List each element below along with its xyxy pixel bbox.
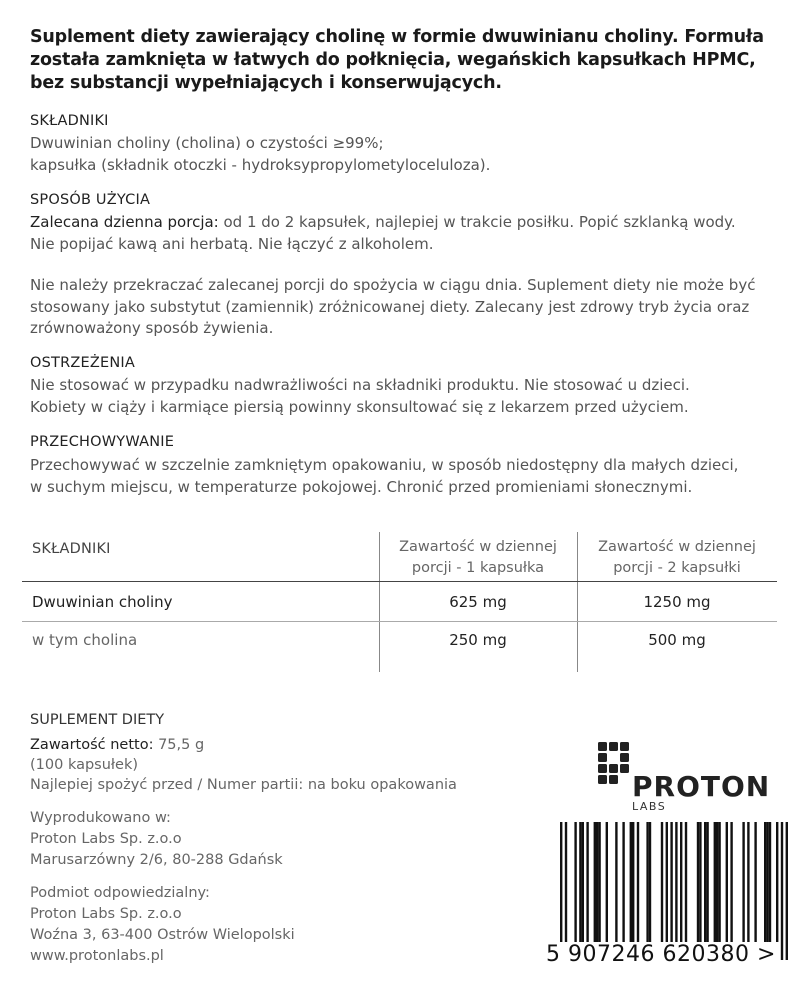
barcode-bar — [754, 822, 756, 942]
barcode-bar — [730, 822, 732, 942]
barcode-bar — [632, 822, 634, 942]
ingredients-text — [30, 133, 780, 176]
storage-heading: PRZECHOWYWANIE — [30, 434, 175, 450]
table-row-value-2: 500 mg — [648, 631, 706, 649]
capsule-count: (100 kapsułek) — [30, 757, 139, 773]
barcode-bar — [766, 822, 768, 942]
table-row-value-2: 1250 mg — [643, 593, 711, 611]
barcode-bar — [704, 822, 706, 942]
table-header-dose-2-line-1: Zawartość w dziennej — [598, 539, 756, 555]
barcode-bar — [776, 822, 778, 942]
logo-wordmark: PROTON — [632, 770, 768, 803]
usage-line-2: Nie popijać kawą ani herbatą. Nie łączyć z alkoholem. — [30, 234, 434, 253]
intro-text: Suplement diety zawierający cholinę w formie dwuwinianu choliny. Formuła została zamknięta w łatwych do połknięcia, wegańskich kapsułkach HPMC, bez substancji wypełniających i konserwujących. — [30, 27, 764, 93]
net-content-label: Zawartość netto: — [30, 737, 154, 753]
barcode-number: 5 907246 620380 > — [546, 942, 776, 967]
responsible-label: Podmiot odpowiedzialny: — [30, 885, 210, 901]
barcode-bar — [726, 822, 728, 942]
responsible-address: Woźna 3, 63-400 Ostrów Wielopolski — [30, 927, 295, 943]
proton-labs-logo — [598, 740, 768, 815]
proton-molecule-icon — [598, 740, 768, 815]
storage-text — [30, 455, 780, 498]
barcode-bar — [615, 822, 617, 942]
barcode-bar — [622, 822, 624, 942]
barcode-bar — [646, 822, 648, 942]
product-type: SUPLEMENT DIETY — [30, 712, 165, 728]
barcode-bar — [579, 822, 581, 942]
warnings-heading: OSTRZEŻENIA — [30, 355, 135, 371]
responsible-name: Proton Labs Sp. z.o.o — [30, 906, 182, 922]
ingredients-line-1: Dwuwinian choliny (cholina) o czystości ≥99%; — [30, 134, 384, 152]
best-before: Najlepiej spożyć przed / Numer partii: na boku opakowania — [30, 777, 457, 793]
barcode-bar — [786, 822, 788, 960]
table-row-rule — [22, 621, 777, 622]
barcode-bar — [574, 822, 576, 942]
table-header-dose-1-line-1: Zawartość w dziennej — [399, 539, 557, 555]
barcode-bar — [697, 822, 699, 942]
website-link[interactable]: www.protonlabs.pl — [30, 948, 164, 964]
table-row-value-1: 250 mg — [449, 631, 507, 649]
barcode-bar — [606, 822, 608, 942]
table-header-ingredients: SKŁADNIKI — [32, 541, 111, 557]
warnings-line-2: Kobiety w ciąży i karmiące piersią powinny skonsultować się z lekarzem przed użyciem. — [30, 397, 689, 416]
barcode-bar — [630, 822, 632, 942]
daily-dose-text: od 1 do 2 kapsułek, najlepiej w trakcie posiłku. Popić szklanką wody. — [218, 213, 736, 231]
manufacturer-name: Proton Labs Sp. z.o.o — [30, 831, 182, 847]
table-row-name: w tym cholina — [32, 631, 138, 649]
barcode-bar — [716, 822, 718, 942]
barcode-bar — [680, 822, 682, 942]
warnings-text — [30, 375, 780, 418]
net-content-value: 75,5 g — [153, 737, 205, 753]
table-header-dose-2 — [577, 537, 777, 579]
barcode-bar — [706, 822, 708, 942]
barcode-bar — [565, 822, 567, 960]
barcode-bar — [718, 822, 720, 942]
barcode-bar — [742, 822, 744, 942]
storage-line-2: w suchym miejscu, w temperaturze pokojowej. Chronić przed promieniami słonecznymi. — [30, 477, 693, 496]
barcode-bar — [598, 822, 600, 942]
table-header-dose-1-line-2: porcji - 1 kapsułka — [411, 560, 545, 576]
ingredients-line-2: kapsułka (składnik otoczki - hydroksypropylometyloceluloza). — [30, 155, 491, 174]
usage-text — [30, 212, 780, 255]
barcode-bar — [675, 822, 677, 960]
usage-line-1 — [30, 212, 780, 234]
barcode-bar — [649, 822, 651, 942]
usage-paragraph-2: Nie należy przekraczać zalecanej porcji do spożycia w ciągu dnia. Suplement diety nie może być stosowany jako substytut (zamiennik) zróżnicowanej diety. Zalecany jest zdrowy tryb życia oraz zrównoważony sposób żywienia. — [30, 276, 756, 337]
logo-subtitle: LABS — [632, 800, 667, 813]
barcode-bar — [769, 822, 771, 942]
daily-dose-label: Zalecana dzienna porcja: — [30, 213, 219, 231]
manufacturer-label: Wyprodukowano w: — [30, 810, 171, 826]
barcode-bar — [747, 822, 749, 942]
barcode-bar — [685, 822, 687, 942]
barcode-bar — [661, 822, 663, 942]
table-header-dose-2-line-2: porcji - 2 kapsułki — [613, 560, 741, 576]
usage-heading: SPOSÓB UŻYCIA — [30, 192, 151, 208]
barcode-bar — [764, 822, 766, 942]
barcode-bar — [670, 822, 672, 960]
barcode-bar — [596, 822, 598, 942]
barcode-bar — [637, 822, 639, 942]
barcode-bar — [781, 822, 783, 960]
barcode-bar — [594, 822, 596, 942]
manufacturer-address: Marusarzówny 2/6, 80-288 Gdańsk — [30, 852, 283, 868]
barcode-bar — [582, 822, 584, 942]
table-header-dose-1 — [379, 537, 577, 579]
table-row-name: Dwuwinian choliny — [32, 593, 173, 611]
ingredients-heading: SKŁADNIKI — [30, 113, 109, 129]
barcode-bar — [560, 822, 562, 960]
table-row-value-1: 625 mg — [449, 593, 507, 611]
barcode-bar — [586, 822, 588, 942]
barcode-bar — [666, 822, 668, 942]
storage-line-1: Przechowywać w szczelnie zamkniętym opakowaniu, w sposób niedostępny dla małych dzieci, — [30, 456, 739, 474]
net-content — [30, 735, 204, 756]
warnings-line-1: Nie stosować w przypadku nadwrażliwości na składniki produktu. Nie stosować u dzieci. — [30, 376, 690, 394]
barcode-bar — [714, 822, 716, 942]
table-header-rule — [22, 581, 777, 582]
barcode-bar — [699, 822, 701, 942]
